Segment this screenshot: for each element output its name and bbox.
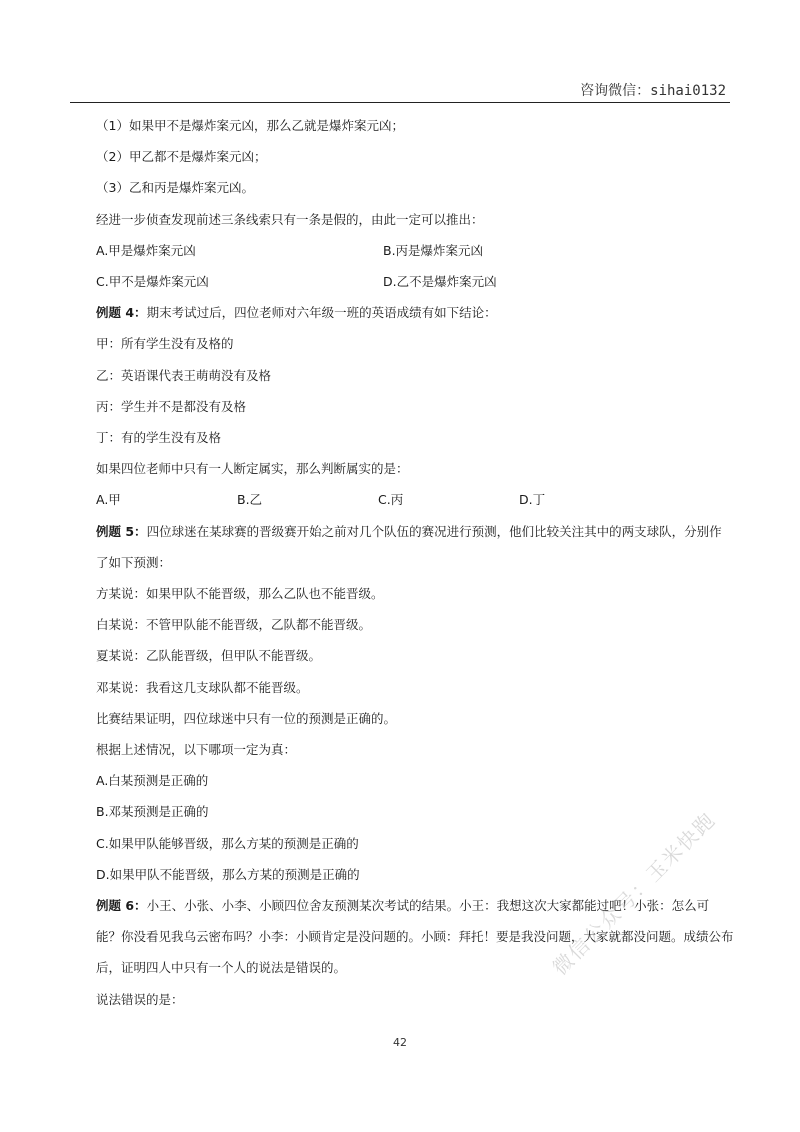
prediction-deng: 邓某说：我看这几支球队都不能晋级。 (96, 679, 309, 695)
question-stem: 经进一步侦查发现前述三条线索只有一条是假的，由此一定可以推出： (96, 211, 484, 227)
option-c: C.丙 (378, 492, 404, 508)
statement-bing: 丙：学生并不是都没有及格 (96, 398, 247, 414)
example-4-label: 例题 4： (96, 305, 147, 321)
clue-2: （2）甲乙都不是爆炸案元凶； (96, 149, 267, 165)
page-number: 42 (393, 1036, 407, 1049)
header-divider (70, 102, 730, 103)
q3-options-row-2 (96, 266, 734, 297)
example-4-question: 如果四位老师中只有一人断定属实，那么判断属实的是： (96, 461, 409, 477)
example-4-options (96, 484, 734, 515)
prediction-bai: 白某说：不管甲队能不能晋级，乙队都不能晋级。 (96, 617, 372, 633)
header-contact: 咨询微信：sihai0132 (580, 83, 726, 99)
example-6-question: 说法错误的是： (96, 991, 184, 1007)
statement-yi: 乙：英语课代表王萌萌没有及格 (96, 367, 272, 383)
q3-options-row-1 (96, 235, 734, 266)
example-5-label: 例题 5： (96, 523, 147, 539)
statement-jia: 甲：所有学生没有及格的 (96, 336, 234, 352)
example-5-result: 比赛结果证明，四位球迷中只有一位的预测是正确的。 (96, 710, 397, 726)
option-b: B.乙 (237, 492, 263, 508)
option-a: A.白某预测是正确的 (96, 773, 209, 789)
option-b: B.邓某预测是正确的 (96, 804, 209, 820)
option-c: C.甲不是爆炸案元凶 (96, 274, 209, 290)
option-b: B.丙是爆炸案元凶 (383, 242, 484, 258)
prediction-xia: 夏某说：乙队能晋级，但甲队不能晋级。 (96, 648, 322, 664)
clue-3: （3）乙和丙是爆炸案元凶。 (96, 180, 254, 196)
option-d: D.如果甲队不能晋级，那么方某的预测是正确的 (96, 866, 360, 882)
example-5-heading (96, 516, 734, 578)
option-d: D.乙不是爆炸案元凶 (383, 274, 497, 290)
example-4-heading (96, 297, 734, 328)
prediction-fang: 方某说：如果甲队不能晋级，那么乙队也不能晋级。 (96, 586, 384, 602)
watermark: 微信公众号：玉米快跑 (547, 807, 721, 980)
example-4-text: 期末考试过后，四位老师对六年级一班的英语成绩有如下结论： (146, 305, 497, 321)
example-5-question: 根据上述情况，以下哪项一定为真： (96, 742, 297, 758)
example-5-text: 四位球迷在某球赛的晋级赛开始之前对几个队伍的赛况进行预测，他们比较关注其中的两支球队，分别作了如下预测： (96, 523, 722, 570)
option-a: A.甲是爆炸案元凶 (96, 242, 196, 258)
example-6-text: 小王、小张、小李、小顾四位舍友预测某次考试的结果。小王：我想这次大家都能过吧！小张：怎么可能？你没看见我乌云密布吗？小李：小顾肯定是没问题的。小顾：拜托！要是我没问题，大家就都没问题。成绩公布后，证明四人中只有一个人的说法是错误的。 (96, 898, 734, 976)
option-a: A.甲 (96, 492, 121, 508)
option-c: C.如果甲队能够晋级，那么方某的预测是正确的 (96, 835, 359, 851)
statement-ding: 丁：有的学生没有及格 (96, 430, 222, 446)
clue-1: （1）如果甲不是爆炸案元凶，那么乙就是爆炸案元凶； (96, 118, 404, 133)
example-6-label: 例题 6： (96, 898, 147, 914)
option-d: D.丁 (519, 492, 546, 508)
